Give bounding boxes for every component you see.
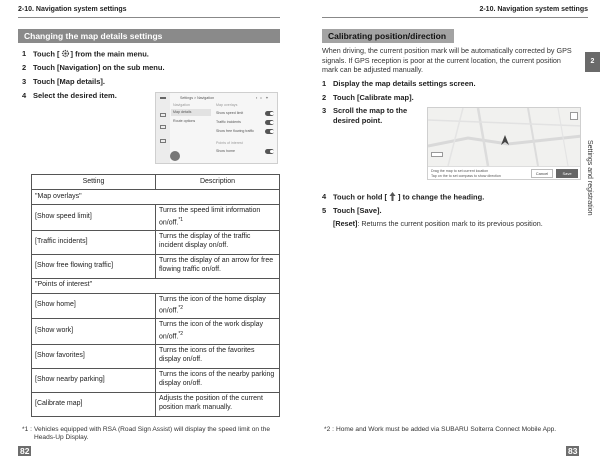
map-save-button[interactable]: Save	[556, 169, 578, 178]
step-text: Scroll the map to the desired point.	[333, 106, 408, 125]
screen-toggle	[265, 111, 274, 116]
left-header-rule	[18, 17, 280, 18]
right-step-1	[322, 79, 476, 88]
description-cell	[156, 293, 280, 319]
screen-toggle-label: Show speed limit	[216, 111, 244, 115]
step-text: Touch [Navigation] on the sub menu.	[33, 63, 165, 72]
description-text: Turns the speed limit information on/off.	[159, 207, 261, 226]
chapter-side-label: Settings and registration	[586, 140, 593, 216]
step-number: 2	[322, 93, 327, 102]
chapter-tab: 2	[585, 52, 600, 72]
map-hint-line-2: Tap on the to set compass to show direction	[431, 174, 501, 178]
table-row	[32, 254, 280, 278]
step-number: 1	[322, 79, 327, 88]
table-row	[32, 293, 280, 319]
left-section-band	[18, 29, 280, 43]
right-section-title: Calibrating position/direction	[328, 31, 447, 41]
screen-toggle	[265, 129, 274, 134]
setting-cell: [Show work]	[32, 319, 156, 345]
right-intro-paragraph: When driving, the current position mark will be automatically corrected by GPS signals. If GPS reception is poor at the current location, the current position mark can be adjusted manually.	[322, 46, 572, 75]
description-cell: Turns the icons of the nearby parking display on/off.	[156, 368, 280, 392]
step-text: Display the map details settings screen.	[333, 79, 476, 88]
up-arrow-icon	[389, 192, 396, 203]
nav-icon	[160, 113, 166, 117]
description-text: Turns the icon of the work display on/off.	[159, 321, 264, 340]
zoom-icon	[431, 152, 443, 157]
description-cell: Turns the icons of the favorites display on/off.	[156, 344, 280, 368]
table-group-row	[32, 190, 280, 205]
reset-label: [Reset]	[333, 219, 358, 228]
table-group-row	[32, 278, 280, 293]
left-footnote: Vehicles equipped with RSA (Road Sign Assist) will display the speed limit on the Heads-Up Display.	[34, 426, 271, 442]
table-row	[32, 368, 280, 392]
right-step-5	[322, 206, 382, 215]
media-icon	[160, 125, 166, 129]
right-running-header: 2-10. Navigation system settings	[479, 6, 588, 13]
right-step-2	[322, 93, 414, 102]
description-cell: Adjusts the position of the current position mark manually.	[156, 392, 280, 416]
group-points-of-interest: "Points of interest"	[32, 278, 280, 293]
setting-cell: [Show nearby parking]	[32, 368, 156, 392]
screen-right-heading2: Points of interest	[216, 141, 243, 145]
screen-menu-item: Route options	[173, 119, 196, 123]
step-number: 3	[322, 106, 327, 115]
left-step-1	[22, 49, 149, 60]
step-number: 4	[322, 192, 327, 202]
screen-toggle-label: Traffic incidents	[216, 120, 241, 124]
left-section-title: Changing the map details settings	[24, 31, 163, 41]
map-details-screenshot	[155, 92, 278, 164]
footnote-ref: *2	[178, 330, 184, 337]
screen-menu-item: Map details	[173, 110, 192, 114]
left-footnote-mark: *1 :	[22, 426, 32, 433]
screen-menu-heading: Navigation	[173, 103, 190, 107]
reset-description	[333, 219, 583, 229]
step-text: Touch [Calibrate map].	[333, 93, 414, 102]
right-page-number: 83	[568, 446, 578, 456]
map-hint-line-1: Drag the map to set current location	[431, 169, 489, 173]
right-step-4	[322, 192, 484, 203]
footnote-ref: *1	[178, 216, 184, 223]
left-step-3	[22, 77, 105, 86]
step-text: Touch [Save].	[333, 206, 382, 215]
left-page-number: 82	[20, 446, 30, 456]
group-map-overlays: "Map overlays"	[32, 190, 280, 205]
setting-cell: [Show speed limit]	[32, 205, 156, 231]
right-footnote-mark: *2 :	[324, 426, 334, 433]
step-text-pre: Touch [	[33, 49, 60, 59]
setting-cell: [Show favorites]	[32, 344, 156, 368]
map-cancel-button[interactable]: Cancel	[531, 169, 553, 178]
status-icons: ▪ ◐ ✦	[256, 96, 270, 100]
description-cell: Turns the display of an arrow for free flowing traffic on/off.	[156, 254, 280, 278]
layer-icon	[570, 112, 578, 120]
back-icon	[160, 97, 166, 99]
footnote-ref: *2	[178, 305, 184, 312]
step-number: 4	[22, 91, 27, 100]
setting-cell: [Show home]	[32, 293, 156, 319]
col-setting-header: Setting	[32, 175, 156, 190]
step-text-pre: Touch or hold [	[333, 192, 388, 202]
screen-toggle-label: Show free flowing traffic	[216, 129, 255, 133]
table-row	[32, 392, 280, 416]
position-arrow-icon	[500, 132, 510, 142]
step-text-post: ] to change the heading.	[398, 192, 485, 202]
setting-cell: [Traffic incidents]	[32, 230, 156, 254]
table-row	[32, 205, 280, 231]
description-cell	[156, 319, 280, 345]
left-step-4	[22, 91, 117, 100]
right-step-3	[322, 106, 426, 125]
step-number: 3	[22, 77, 27, 86]
col-description-header: Description	[156, 175, 280, 190]
search-icon	[170, 151, 180, 161]
setting-cell: [Calibrate map]	[32, 392, 156, 416]
setting-cell: [Show free flowing traffic]	[32, 254, 156, 278]
step-text: Select the desired item.	[33, 91, 117, 100]
screen-right-heading: Map overlays	[216, 103, 238, 107]
description-cell	[156, 205, 280, 231]
right-section-band	[322, 29, 454, 43]
step-number: 1	[22, 49, 27, 59]
table-row	[32, 319, 280, 345]
description-cell: Turns the display of the traffic incident display on/off.	[156, 230, 280, 254]
calibrate-map-screenshot	[427, 107, 581, 180]
step-number: 2	[22, 63, 27, 72]
table-header-row	[32, 175, 280, 190]
screen-toggle	[265, 120, 274, 125]
right-footnote: Home and Work must be added via SUBARU Solterra Connect Mobile App.	[336, 426, 557, 433]
table-row	[32, 230, 280, 254]
gear-icon	[61, 49, 70, 60]
reset-text: : Returns the current position mark to its previous position.	[357, 219, 543, 228]
screen-toggle	[265, 149, 274, 154]
right-header-rule	[322, 17, 588, 18]
step-text: Touch [Map details].	[33, 77, 105, 86]
step-number: 5	[322, 206, 327, 215]
phone-icon	[160, 139, 166, 143]
step-text-post: ] from the main menu.	[70, 49, 149, 59]
left-step-2	[22, 63, 165, 72]
left-running-header: 2-10. Navigation system settings	[18, 6, 127, 13]
screen-toggle-label: Show home	[216, 149, 235, 153]
settings-table	[31, 174, 280, 417]
description-text: Turns the icon of the home display on/off.	[159, 295, 266, 315]
table-row	[32, 344, 280, 368]
screen-breadcrumb: Settings > Navigation	[180, 96, 215, 100]
